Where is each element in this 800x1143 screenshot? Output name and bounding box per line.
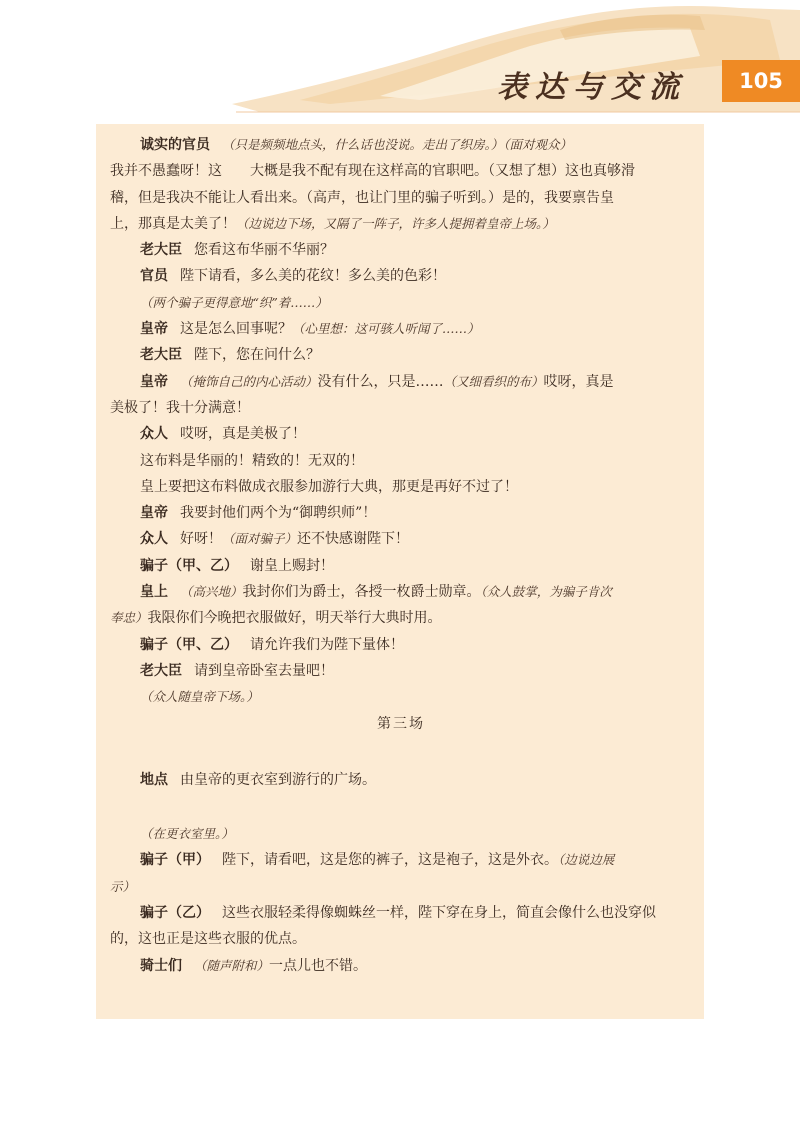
script-line [110,132,692,158]
stage-direction: （两个骗子更得意地“织”着……） [140,294,328,310]
dialogue-text: 这是怎么回事呢？ [180,321,292,338]
script-line [110,900,692,926]
speaker-label: 众人 [140,426,168,443]
script-line [110,632,692,658]
spacer [110,793,692,821]
script-line [110,342,692,368]
script-line [110,579,692,605]
speaker-label: 老大臣 [140,242,182,259]
dialogue-text: 陛下，您在问什么？ [194,347,320,364]
dialogue-text: 请允许我们为陛下量体！ [250,636,404,653]
script-line [110,767,692,793]
page-number-tab: 105 [722,60,800,102]
dialogue-text: 上，那真是太美了！ [110,215,236,232]
stage-direction: （又细看织的布） [443,373,544,389]
dialogue-text: 陛下，请看吧，这是您的裤子，这是袍子，这是外衣。 [222,852,558,869]
dialogue-text: 一点儿也不错。 [269,957,368,974]
script-line: 的，这也正是这些衣服的优点。 [110,931,306,948]
dialogue-text: 我限你们今晚把衣服做好，明天举行大典时用。 [147,610,442,627]
script-line [110,658,692,684]
dialogue-text: 没有什么，只是…… [317,373,444,390]
script-line [110,874,692,900]
speaker-label: 老大臣 [140,662,182,679]
stage-direction: 奉忠） [110,610,148,626]
script-line [110,605,692,631]
dialogue-text: 我封你们为爵士，各授一枚爵士勋章。 [242,584,481,601]
stage-direction: （心里想：这可骇人听闻了……） [292,321,480,337]
speaker-label: 皇上 [140,584,168,601]
script-line [110,369,692,395]
speaker-label: 骗子（甲、乙） [140,557,238,574]
script-line [110,953,692,979]
script-line [110,237,692,263]
script-line [110,316,692,342]
script-line [110,421,692,447]
chapter-title: 表达与交流 [497,70,687,105]
scene-title: 第三场 [377,715,425,732]
stage-direction: （众人随皇帝下场。） [140,689,259,705]
stage-direction: （掩饰自己的内心活动） [180,373,318,389]
script-line [110,290,692,316]
script-line [110,553,692,579]
speaker-label: 骑士们 [140,957,182,974]
stage-direction: （只是频频地点头，什么话也没说。走出了织房。）（面对观众） [222,137,573,152]
dialogue-text: 陛下请看，多么美的花纹！多么美的色彩！ [180,268,446,285]
spacer [110,737,692,767]
dialogue-text: 由皇帝的更衣室到游行的广场。 [180,771,376,788]
script-content [110,132,692,979]
stage-direction: 示） [110,878,136,894]
stage-direction: （面对骗子） [222,531,298,547]
stage-direction: （高兴地） [180,584,243,600]
speaker-label: 骗子（甲、乙） [140,636,238,653]
script-line [110,263,692,289]
dialogue-text: 这些衣服轻柔得像蜘蛛丝一样，陛下穿在身上，简直会像什么也没穿似 [222,905,656,922]
script-line: 美极了！我十分满意！ [110,399,250,416]
stage-direction: （随声附和） [194,957,270,973]
speaker-label: 骗子（甲） [140,852,210,869]
speaker-label: 皇帝 [140,373,168,390]
script-line: 这布料是华丽的！精致的！无双的！ [140,452,364,469]
script-line [110,847,692,873]
script-line: 我并不愚蠢呀！这 大概是我不配有现在这样高的官职吧。（又想了想）这也真够滑 [110,163,635,180]
script-line: 稽，但是我决不能让人看出来。（高声，也让门里的骗子听到。）是的，我要禀告皇 [110,189,614,206]
script-line [110,211,692,237]
script-line: 皇上要把这布料做成衣服参加游行大典，那更是再好不过了！ [140,478,518,495]
dialogue-text: 哎呀，真是美极了！ [180,426,306,443]
stage-direction: （边说边下场，又隔了一阵子，许多人提拥着皇帝上场。） [236,215,555,231]
dialogue-text: 哎呀，真是 [543,373,614,390]
script-line [110,526,692,552]
dialogue-text: 请到皇帝卧室去量吧！ [194,662,334,679]
speaker-label: 官员 [140,268,168,285]
dialogue-text: 谢皇上赐封！ [250,557,334,574]
script-line [110,684,692,710]
stage-direction: （在更衣室里。） [140,826,234,842]
speaker-label: 众人 [140,531,168,548]
dialogue-text: 您看这布华丽不华丽？ [194,242,334,259]
speaker-label: 皇帝 [140,505,168,522]
speaker-label: 皇帝 [140,321,168,338]
speaker-label: 骗子（乙） [140,905,210,922]
stage-direction: （边说边展 [558,852,615,868]
script-line [110,500,692,526]
dialogue-text: 好呀！ [180,531,222,548]
script-line [110,821,692,847]
dialogue-text: 我要封他们两个为“御聘织师”！ [180,505,377,522]
dialogue-text: 还不快感谢陛下！ [297,531,410,548]
speaker-label: 老大臣 [140,347,182,364]
speaker-label: 诚实的官员 [140,137,210,153]
stage-direction: （众人鼓掌，为骗子肯次 [480,584,612,600]
speaker-label: 地点 [140,771,168,788]
